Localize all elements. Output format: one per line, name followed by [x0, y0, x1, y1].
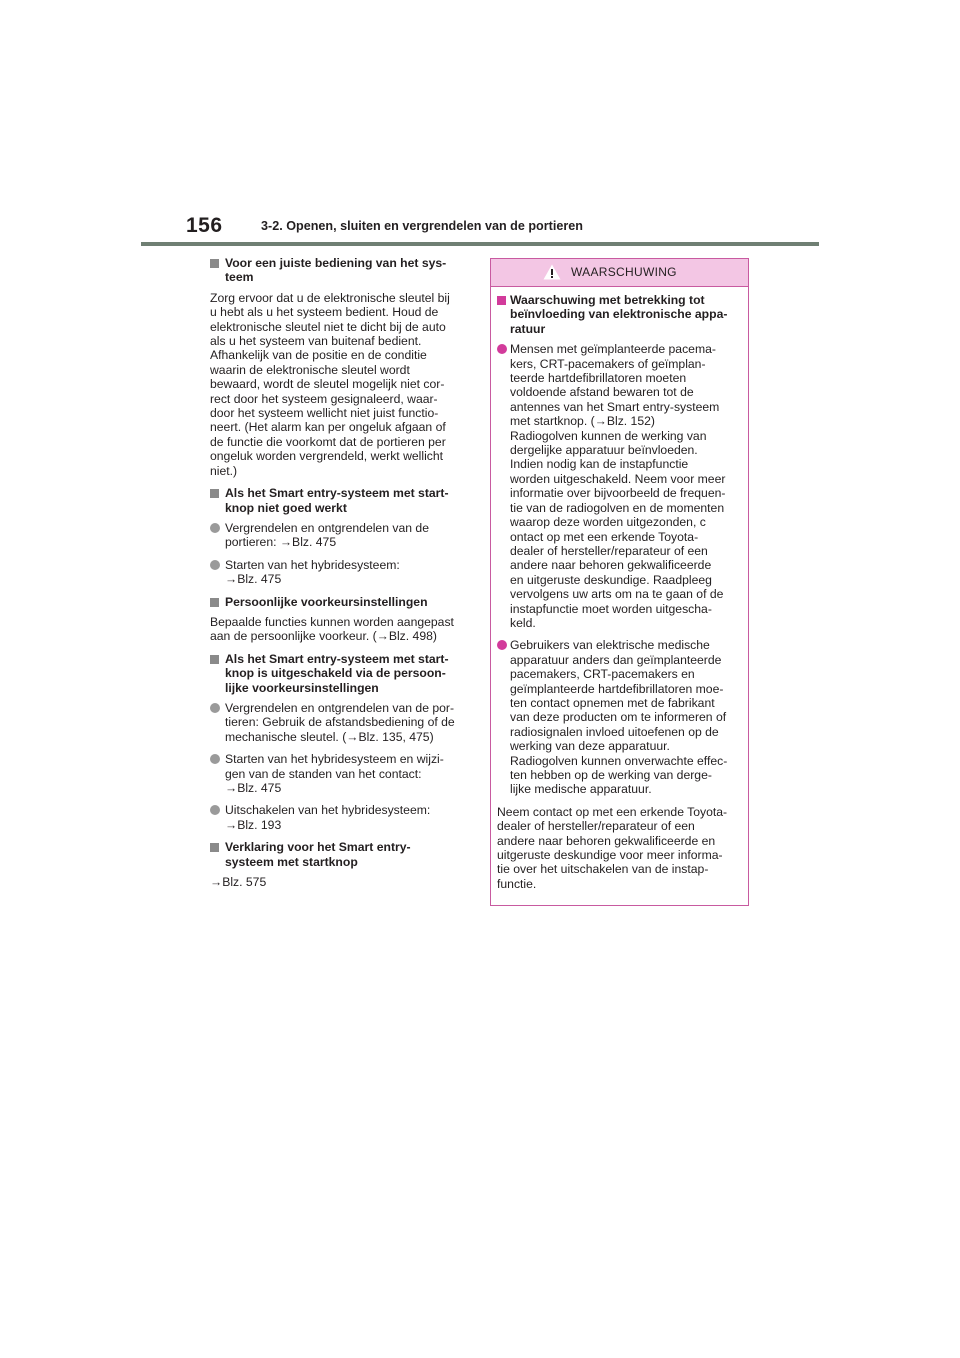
- section-heading: Verklaring voor het Smart entry- systeem met startknop: [210, 840, 468, 869]
- section-heading: Persoonlijke voorkeursinstellingen: [210, 595, 468, 609]
- bullet-item: Starten van het hybridesysteem en wijzi- gen van de standen van het contact: →Blz. 475: [210, 752, 468, 795]
- warning-body: [491, 287, 748, 891]
- body-paragraph: →Blz. 575: [210, 875, 267, 890]
- section-heading: Als het Smart entry-systeem met start- knop is uitgeschakeld via de persoon- lijke voorkeursinstellingen: [210, 652, 468, 695]
- warning-header: [491, 259, 748, 287]
- header-rule: [141, 242, 819, 246]
- warning-paragraph: Neem contact op met een erkende Toyota- dealer of hersteller/reparateur of een andere naar behoren gekwalificeerde en uitgeruste deskundige voor meer informa- tie over het uitschakelen van de instap- functie.: [497, 804, 728, 891]
- body-paragraph: Bepaalde functies kunnen worden aangepast aan de persoonlijke voorkeur. (→Blz. 498): [210, 614, 454, 644]
- section-heading: Als het Smart entry-systeem met start- knop niet goed werkt: [210, 486, 468, 515]
- bullet-item: Vergrendelen en ontgrendelen van de portieren: →Blz. 475: [210, 521, 468, 550]
- bullet-item: Starten van het hybridesysteem: →Blz. 475: [210, 558, 468, 587]
- section-title: 3-2. Openen, sluiten en vergrendelen van de portieren: [261, 219, 583, 233]
- left-column: [210, 256, 468, 897]
- bullet-item: Uitschakelen van het hybridesysteem: →Blz. 193: [210, 803, 468, 832]
- warning-title: WAARSCHUWING: [571, 265, 677, 279]
- warning-heading: Waarschuwing met betrekking tot beïnvloeding van elektronische appa- ratuur: [497, 293, 741, 336]
- warning-bullet: Mensen met geïmplanteerde pacema- kers, CRT-pacemakers of geïmplan- teerde hartdefibrillatoren moeten voldoende afstand bewaren tot de antennes van het Smart entry-systeem met startknop. (→Blz. 152) Radiogolven kunnen de werking van dergelijke apparatuur beïnvloeden. Indien nodig kan de instapfunctie worden uitgeschakeld. Neem voor meer informatie over bijvoorbeeld de frequen- tie van de radiogolven en de momenten waarop deze worden uitgezonden, c ontact op met een erkende Toyota- dealer of hersteller/reparateur of een andere naar behoren gekwalificeerde en uitgeruste deskundige. Raadpleeg vervolgens uw arts om na te gaan of de instapfunctie moet worden uitgescha- keld.: [497, 342, 741, 630]
- warning-bullet: Gebruikers van elektrische medische apparatuur anders dan geïmplanteerde pacemakers, CRT-pacemakers en geïmplanteerde hartdefibrillatoren moe- ten contact opnemen met de fabrikant van deze producten om te informeren of radiosignalen invloed uitoefenen op de werking van deze apparatuur. Radiogolven kunnen onverwachte effec- ten hebben op de werking van derge- lijke medische apparatuur.: [497, 638, 741, 796]
- bullet-item: Vergrendelen en ontgrendelen van de por- tieren: Gebruik de afstandsbediening of de mechanische sleutel. (→Blz. 135, 475): [210, 701, 468, 744]
- section-heading: Voor een juiste bediening van het sys- teem: [210, 256, 468, 285]
- page-number: 156: [186, 214, 223, 237]
- warning-triangle-icon: [543, 264, 561, 280]
- warning-box: [490, 258, 749, 906]
- body-paragraph: Zorg ervoor dat u de elektronische sleutel bij u hebt als u het systeem bedient. Houd de elektronische sleutel niet te dicht bij de auto als u het systeem van buitenaf bedient. Afhankelijk van de positie en de conditie waarin de elektronische sleutel wordt bewaard, wordt de sleutel mogelijk niet cor- rect door het systeem gesignaleerd, waar- door het systeem wellicht niet juist functio- neert. (Het alarm kan per ongeluk afgaan of de functie die voorkomt dat de portieren per ongeluk worden vergrendeld, werkt wellicht niet.): [210, 290, 450, 478]
